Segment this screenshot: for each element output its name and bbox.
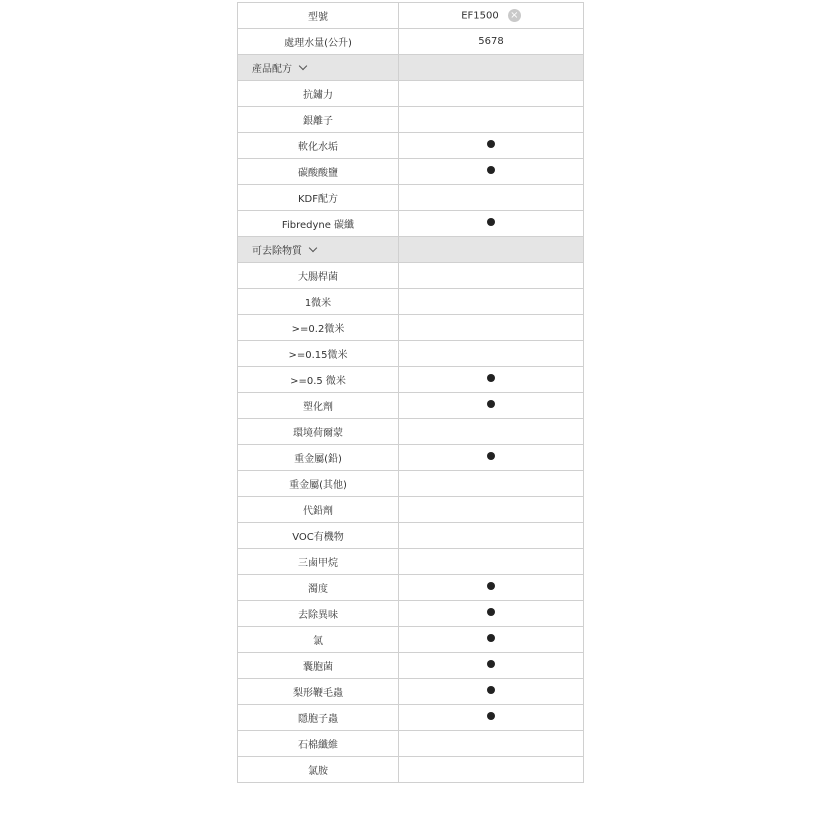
supported-dot-icon [487, 452, 495, 460]
table-row [238, 419, 584, 445]
feature-value-cell [399, 211, 584, 237]
model-label: 型號 [238, 3, 399, 29]
chevron-down-icon [309, 244, 317, 252]
capacity-value: 5678 [399, 29, 584, 55]
section-toggle[interactable] [238, 237, 399, 263]
feature-label: 濁度 [238, 575, 399, 601]
table-row [238, 653, 584, 679]
feature-value-cell [399, 81, 584, 107]
feature-value-cell [399, 341, 584, 367]
table-row [238, 705, 584, 731]
feature-label: 石棉纖維 [238, 731, 399, 757]
feature-label: 囊胞菌 [238, 653, 399, 679]
table-row [238, 393, 584, 419]
feature-label: KDF配方 [238, 185, 399, 211]
feature-value-cell [399, 289, 584, 315]
feature-label: >=0.15微米 [238, 341, 399, 367]
feature-value-cell [399, 705, 584, 731]
feature-value-cell [399, 523, 584, 549]
feature-label: 代鉛劑 [238, 497, 399, 523]
model-value-cell [399, 3, 584, 29]
table-row [238, 757, 584, 783]
table-row [238, 185, 584, 211]
feature-label: 環境荷爾蒙 [238, 419, 399, 445]
feature-value-cell [399, 497, 584, 523]
feature-value-cell [399, 601, 584, 627]
feature-label: 塑化劑 [238, 393, 399, 419]
table-row [238, 315, 584, 341]
table-row [238, 601, 584, 627]
feature-value-cell [399, 393, 584, 419]
supported-dot-icon [487, 712, 495, 720]
section-header-spacer [399, 237, 584, 263]
table-row [238, 81, 584, 107]
feature-value-cell [399, 679, 584, 705]
table-row [238, 497, 584, 523]
feature-value-cell [399, 653, 584, 679]
supported-dot-icon [487, 140, 495, 148]
feature-label: 重金屬(其他) [238, 471, 399, 497]
feature-value-cell [399, 549, 584, 575]
feature-value-cell [399, 757, 584, 783]
model-row [238, 3, 584, 29]
feature-label: 隱胞子蟲 [238, 705, 399, 731]
section-toggle[interactable] [238, 55, 399, 81]
feature-label: VOC有機物 [238, 523, 399, 549]
supported-dot-icon [487, 166, 495, 174]
feature-label: 1微米 [238, 289, 399, 315]
table-row [238, 627, 584, 653]
feature-label: 碳酸酸鹽 [238, 159, 399, 185]
supported-dot-icon [487, 660, 495, 668]
table-row [238, 679, 584, 705]
feature-label: Fibredyne 碳纖 [238, 211, 399, 237]
product-spec-table [237, 2, 584, 783]
table-row [238, 341, 584, 367]
table-row [238, 289, 584, 315]
feature-label: 抗鏽力 [238, 81, 399, 107]
remove-model-icon[interactable]: × [508, 9, 521, 22]
feature-value-cell [399, 185, 584, 211]
table-row [238, 471, 584, 497]
feature-value-cell [399, 627, 584, 653]
feature-label: 三鹵甲烷 [238, 549, 399, 575]
feature-label: 大腸桿菌 [238, 263, 399, 289]
feature-value-cell [399, 731, 584, 757]
supported-dot-icon [487, 218, 495, 226]
supported-dot-icon [487, 608, 495, 616]
feature-label: >=0.5 微米 [238, 367, 399, 393]
table-row [238, 523, 584, 549]
table-row [238, 575, 584, 601]
feature-value-cell [399, 445, 584, 471]
feature-value-cell [399, 263, 584, 289]
supported-dot-icon [487, 634, 495, 642]
supported-dot-icon [487, 374, 495, 382]
capacity-label: 處理水量(公升) [238, 29, 399, 55]
feature-value-cell [399, 107, 584, 133]
table-row [238, 133, 584, 159]
supported-dot-icon [487, 686, 495, 694]
feature-label: 軟化水垢 [238, 133, 399, 159]
chevron-down-icon [299, 62, 307, 70]
feature-value-cell [399, 575, 584, 601]
table-row [238, 445, 584, 471]
feature-label: >=0.2微米 [238, 315, 399, 341]
section-header[interactable] [238, 55, 584, 81]
table-row [238, 731, 584, 757]
feature-label: 氯 [238, 627, 399, 653]
table-row [238, 159, 584, 185]
spec-table-body [238, 3, 584, 783]
feature-label: 梨形鞭毛蟲 [238, 679, 399, 705]
table-row [238, 107, 584, 133]
table-row [238, 549, 584, 575]
section-header[interactable] [238, 237, 584, 263]
feature-label: 重金屬(鉛) [238, 445, 399, 471]
feature-value-cell [399, 471, 584, 497]
feature-label: 去除異味 [238, 601, 399, 627]
section-title: 產品配方 [252, 64, 292, 75]
feature-label: 銀離子 [238, 107, 399, 133]
model-value: EF1500 [461, 10, 499, 22]
section-title: 可去除物質 [252, 246, 302, 257]
table-row [238, 367, 584, 393]
table-row [238, 263, 584, 289]
section-header-spacer [399, 55, 584, 81]
feature-value-cell [399, 419, 584, 445]
feature-value-cell [399, 133, 584, 159]
feature-value-cell [399, 367, 584, 393]
feature-label: 氯胺 [238, 757, 399, 783]
supported-dot-icon [487, 582, 495, 590]
supported-dot-icon [487, 400, 495, 408]
feature-value-cell [399, 315, 584, 341]
table-row [238, 211, 584, 237]
feature-value-cell [399, 159, 584, 185]
capacity-row [238, 29, 584, 55]
